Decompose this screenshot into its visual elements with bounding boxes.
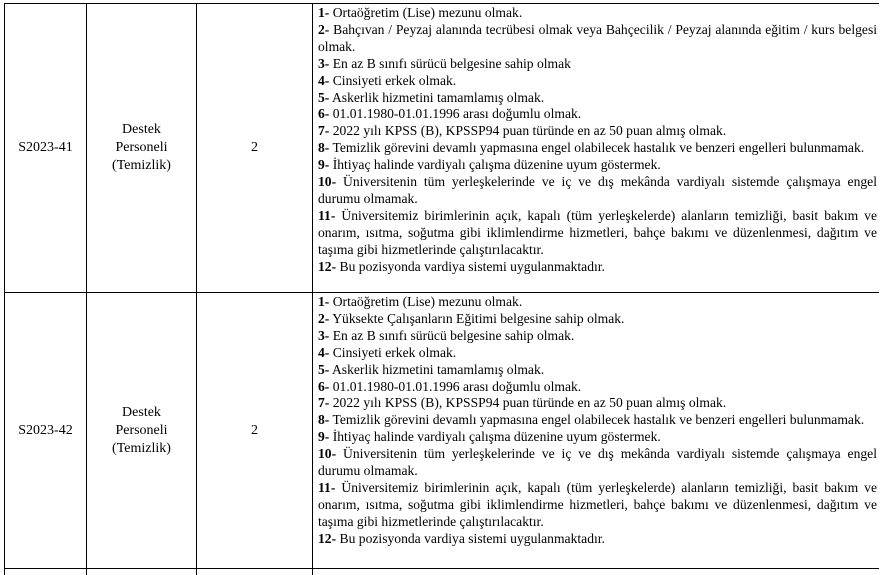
requirement-number: 5- — [318, 361, 330, 377]
requirement-text: İhtiyaç halinde vardiyalı çalışma düzenine uyum göstermek. — [332, 157, 661, 173]
requirement-text: Cinsiyeti erkek olmak. — [332, 344, 457, 360]
requirement-text: 01.01.1980-01.01.1996 arası doğumlu olmak. — [332, 378, 582, 394]
requirement-number: 2- — [318, 21, 330, 37]
position-title: Destek Personeli (Temizlik) — [112, 404, 171, 456]
table-row-partial — [5, 569, 879, 575]
requirements-cell — [313, 293, 879, 569]
code-cell — [5, 569, 87, 575]
requirement-item — [318, 429, 877, 446]
requirement-item — [318, 174, 877, 208]
requirement-number: 3- — [318, 55, 330, 71]
requirement-item — [318, 412, 877, 429]
requirement-text: En az B sınıfı sürücü belgesine sahip olmak. — [332, 327, 575, 343]
requirement-text: Cinsiyeti erkek olmak. — [332, 72, 457, 88]
requirement-item — [318, 480, 877, 531]
requirement-number: 9- — [318, 429, 330, 445]
position-cell — [87, 569, 197, 575]
requirement-number: 7- — [318, 123, 330, 139]
requirement-text: Askerlik hizmetini tamamlamış olmak. — [331, 361, 545, 377]
requirement-item — [318, 90, 877, 107]
requirement-text: Temizlik görevini devamlı yapmasına engel olabilecek hastalık ve benzeri engelleri bulunmamak. — [332, 412, 865, 428]
requirement-item — [318, 22, 877, 56]
requirement-text: Bu pozisyonda vardiya sistemi uygulanmaktadır. — [339, 530, 605, 546]
requirement-number: 11- — [318, 479, 336, 495]
requirement-item — [318, 328, 877, 345]
count-cell — [197, 293, 313, 569]
requirement-number: 6- — [318, 378, 330, 394]
position-code: S2023-42 — [18, 422, 73, 438]
requirement-number: 3- — [318, 327, 330, 343]
requirement-number: 8- — [318, 140, 330, 156]
job-posting-table — [4, 3, 879, 575]
requirement-number: 11- — [318, 207, 336, 223]
position-cell — [87, 4, 197, 293]
position-code: S2023-41 — [18, 140, 73, 155]
requirement-text: Üniversitenin tüm yerleşkelerinde ve iç ve dış mekânda vardiyalı sistemde çalışmaya engel durumu olmamak. — [318, 174, 877, 206]
position-cell — [87, 293, 197, 569]
count-cell — [197, 569, 313, 575]
requirement-text: Ortaöğretim (Lise) mezunu olmak. — [332, 5, 523, 20]
requirement-text: Yüksekte Çalışanların Eğitimi belgesine sahip olmak. — [332, 310, 625, 326]
requirement-number: 6- — [318, 106, 330, 122]
requirement-text: Üniversitemiz birimlerinin açık, kapalı (tüm yerleşkelerde) alanların temizliği, basit bakım ve onarım, ısıtma, soğutma gibi iklimlendirme hizmetleri, bahçe bakımı ve düzenlenmesi, dağıtım ve taşıma gibi hizmetlerinde çalıştırılacaktır. — [318, 207, 878, 257]
requirement-item — [318, 259, 877, 276]
requirement-item — [318, 311, 877, 328]
requirement-item — [318, 5, 877, 22]
requirement-text: Bahçıvan / Peyzaj alanında tecrübesi olmak veya Bahçecilik / Peyzaj alanında eğitim / kurs belgesi olmak. — [318, 21, 878, 54]
requirement-text: 01.01.1980-01.01.1996 arası doğumlu olmak. — [332, 106, 582, 122]
requirement-number: 9- — [318, 157, 330, 173]
requirement-item — [318, 140, 877, 157]
requirement-number: 10- — [318, 446, 337, 462]
requirement-item — [318, 362, 877, 379]
requirement-text: Askerlik hizmetini tamamlamış olmak. — [331, 89, 545, 105]
requirement-text: İhtiyaç halinde vardiyalı çalışma düzenine uyum göstermek. — [332, 429, 661, 445]
requirement-text: 2022 yılı KPSS (B), KPSSP94 puan türünde en az 50 puan almış olmak. — [332, 123, 727, 139]
position-title: Destek Personeli (Temizlik) — [112, 122, 171, 173]
requirement-number: 4- — [318, 72, 330, 88]
requirement-number: 7- — [318, 395, 330, 411]
requirement-text: Üniversitenin tüm yerleşkelerinde ve iç ve dış mekânda vardiyalı sistemde çalışmaya engel durumu olmamak. — [318, 446, 877, 479]
code-cell — [5, 293, 87, 569]
requirement-item — [318, 157, 877, 174]
requirement-text: En az B sınıfı sürücü belgesine sahip olmak — [332, 55, 571, 71]
requirement-text: Bu pozisyonda vardiya sistemi uygulanmaktadır. — [339, 258, 605, 274]
requirement-item — [318, 56, 877, 73]
requirement-text: Temizlik görevini devamlı yapmasına engel olabilecek hastalık ve benzeri engelleri bulunmamak. — [332, 140, 865, 156]
requirement-item — [318, 123, 877, 140]
requirement-number: 10- — [318, 174, 337, 190]
requirement-item — [318, 73, 877, 90]
requirement-item — [318, 379, 877, 396]
position-count: 2 — [251, 422, 258, 438]
requirement-number: 1- — [318, 294, 330, 309]
requirement-text: 2022 yılı KPSS (B), KPSSP94 puan türünde en az 50 puan almış olmak. — [332, 395, 727, 411]
requirement-item — [318, 531, 877, 548]
requirements-cell — [313, 4, 879, 293]
requirement-item — [318, 345, 877, 362]
table-row — [5, 293, 879, 569]
requirement-item — [318, 106, 877, 123]
position-count: 2 — [251, 140, 258, 155]
requirements-cell — [313, 569, 879, 575]
table-row — [5, 4, 879, 293]
requirement-number: 12- — [318, 258, 337, 274]
requirement-number: 5- — [318, 89, 330, 105]
requirement-number: 8- — [318, 412, 330, 428]
requirement-number: 1- — [318, 5, 330, 20]
requirement-text: Ortaöğretim (Lise) mezunu olmak. — [332, 294, 523, 309]
requirement-number: 12- — [318, 530, 337, 546]
requirement-item — [318, 395, 877, 412]
requirement-item — [318, 294, 877, 311]
requirement-text: Üniversitemiz birimlerinin açık, kapalı (tüm yerleşkelerde) alanların temizliği, basit bakım ve onarım, ısıtma, soğutma gibi iklimlendirme hizmetleri, bahçe bakımı ve düzenlenmesi, dağıtım ve taşıma gibi hizmetlerinde çalıştırılacaktır. — [318, 479, 878, 529]
requirement-number: 4- — [318, 344, 330, 360]
requirement-item — [318, 208, 877, 259]
requirement-item — [318, 446, 877, 480]
code-cell — [5, 4, 87, 293]
requirement-number: 2- — [318, 310, 330, 326]
count-cell — [197, 4, 313, 293]
